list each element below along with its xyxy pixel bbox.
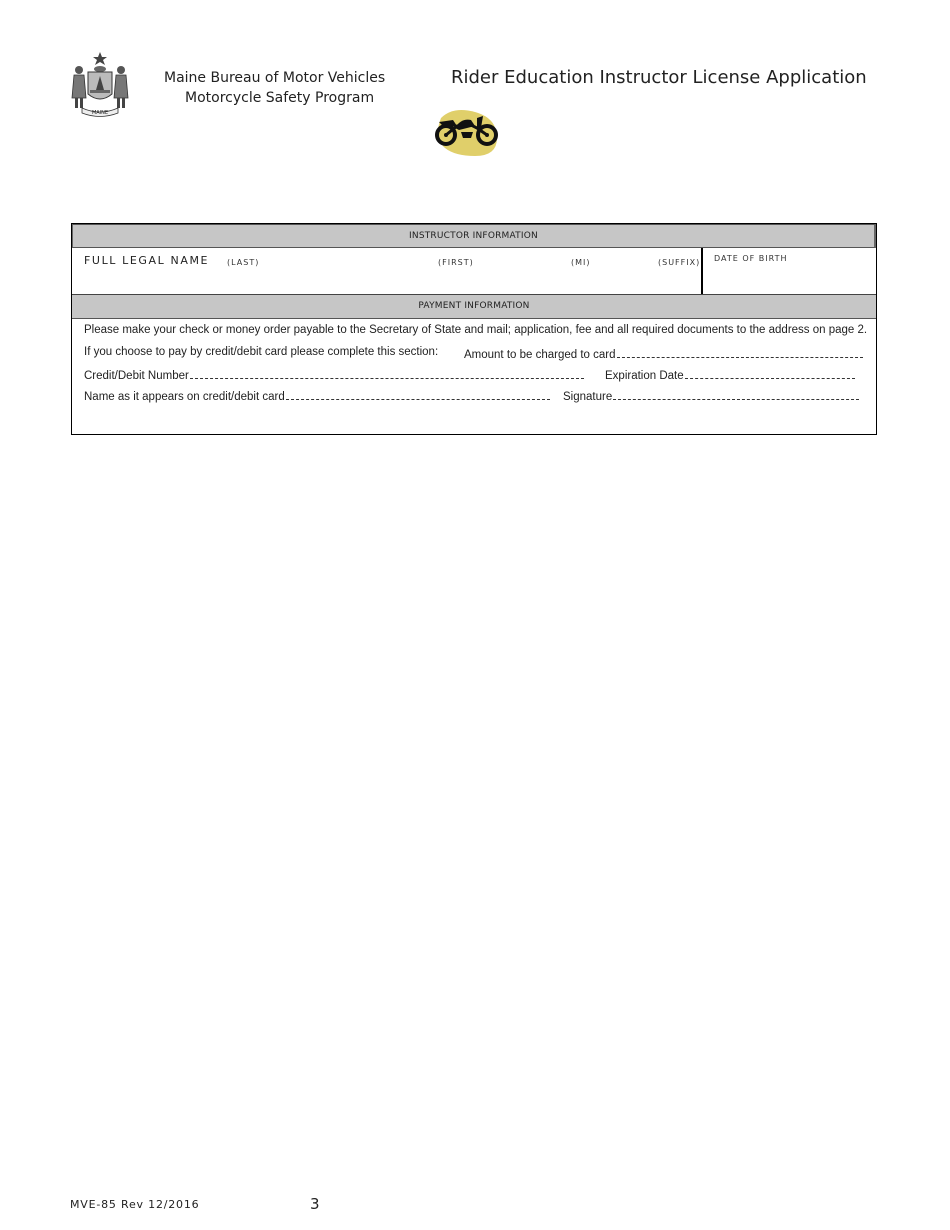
card-number-label: Credit/Debit Number bbox=[84, 370, 189, 382]
last-name-field[interactable]: (LAST) bbox=[227, 258, 260, 267]
svg-text:MAINE: MAINE bbox=[91, 110, 109, 116]
card-payment-intro: If you choose to pay by credit/debit card please complete this section: bbox=[84, 346, 439, 358]
signature-input-line[interactable] bbox=[613, 388, 859, 400]
motorcycle-icon bbox=[431, 104, 503, 160]
expiration-date-label: Expiration Date bbox=[605, 370, 684, 382]
date-of-birth-field[interactable] bbox=[701, 248, 876, 294]
first-name-field[interactable]: (FIRST) bbox=[438, 258, 474, 267]
card-number-field[interactable] bbox=[84, 367, 584, 382]
name-on-card-label: Name as it appears on credit/debit card bbox=[84, 391, 285, 403]
signature-field[interactable] bbox=[563, 388, 859, 403]
amount-charged-field[interactable] bbox=[464, 346, 863, 361]
payment-instruction: Please make your check or money order payable to the Secretary of State and mail; application, fee and all required documents to the address on page 2. bbox=[84, 324, 868, 336]
amount-charged-label: Amount to be charged to card bbox=[464, 349, 616, 361]
application-form bbox=[71, 223, 877, 435]
form-title: Rider Education Instructor License Application bbox=[451, 67, 867, 88]
full-legal-name-label: FULL LEGAL NAME bbox=[84, 254, 210, 267]
instructor-information-header: INSTRUCTOR INFORMATION bbox=[72, 224, 876, 248]
program-name: Motorcycle Safety Program bbox=[185, 90, 375, 106]
payment-information-header: PAYMENT INFORMATION bbox=[72, 294, 876, 319]
name-on-card-field[interactable] bbox=[84, 388, 550, 403]
expiration-date-field[interactable] bbox=[605, 367, 855, 382]
form-code: MVE-85 Rev 12/2016 bbox=[70, 1198, 200, 1211]
card-number-input-line[interactable] bbox=[190, 367, 584, 379]
suffix-field[interactable]: (SUFFIX) bbox=[658, 258, 701, 267]
expiration-date-input-line[interactable] bbox=[685, 367, 855, 379]
agency-name: Maine Bureau of Motor Vehicles bbox=[164, 70, 386, 86]
name-on-card-input-line[interactable] bbox=[286, 388, 550, 400]
page-number: 3 bbox=[310, 1195, 320, 1213]
middle-initial-field[interactable]: (MI) bbox=[571, 258, 591, 267]
amount-charged-input-line[interactable] bbox=[617, 346, 863, 358]
instructor-name-row bbox=[72, 248, 876, 294]
date-of-birth-label: DATE OF BIRTH bbox=[714, 254, 788, 263]
maine-state-seal-icon bbox=[68, 50, 132, 118]
signature-label: Signature bbox=[563, 391, 613, 403]
